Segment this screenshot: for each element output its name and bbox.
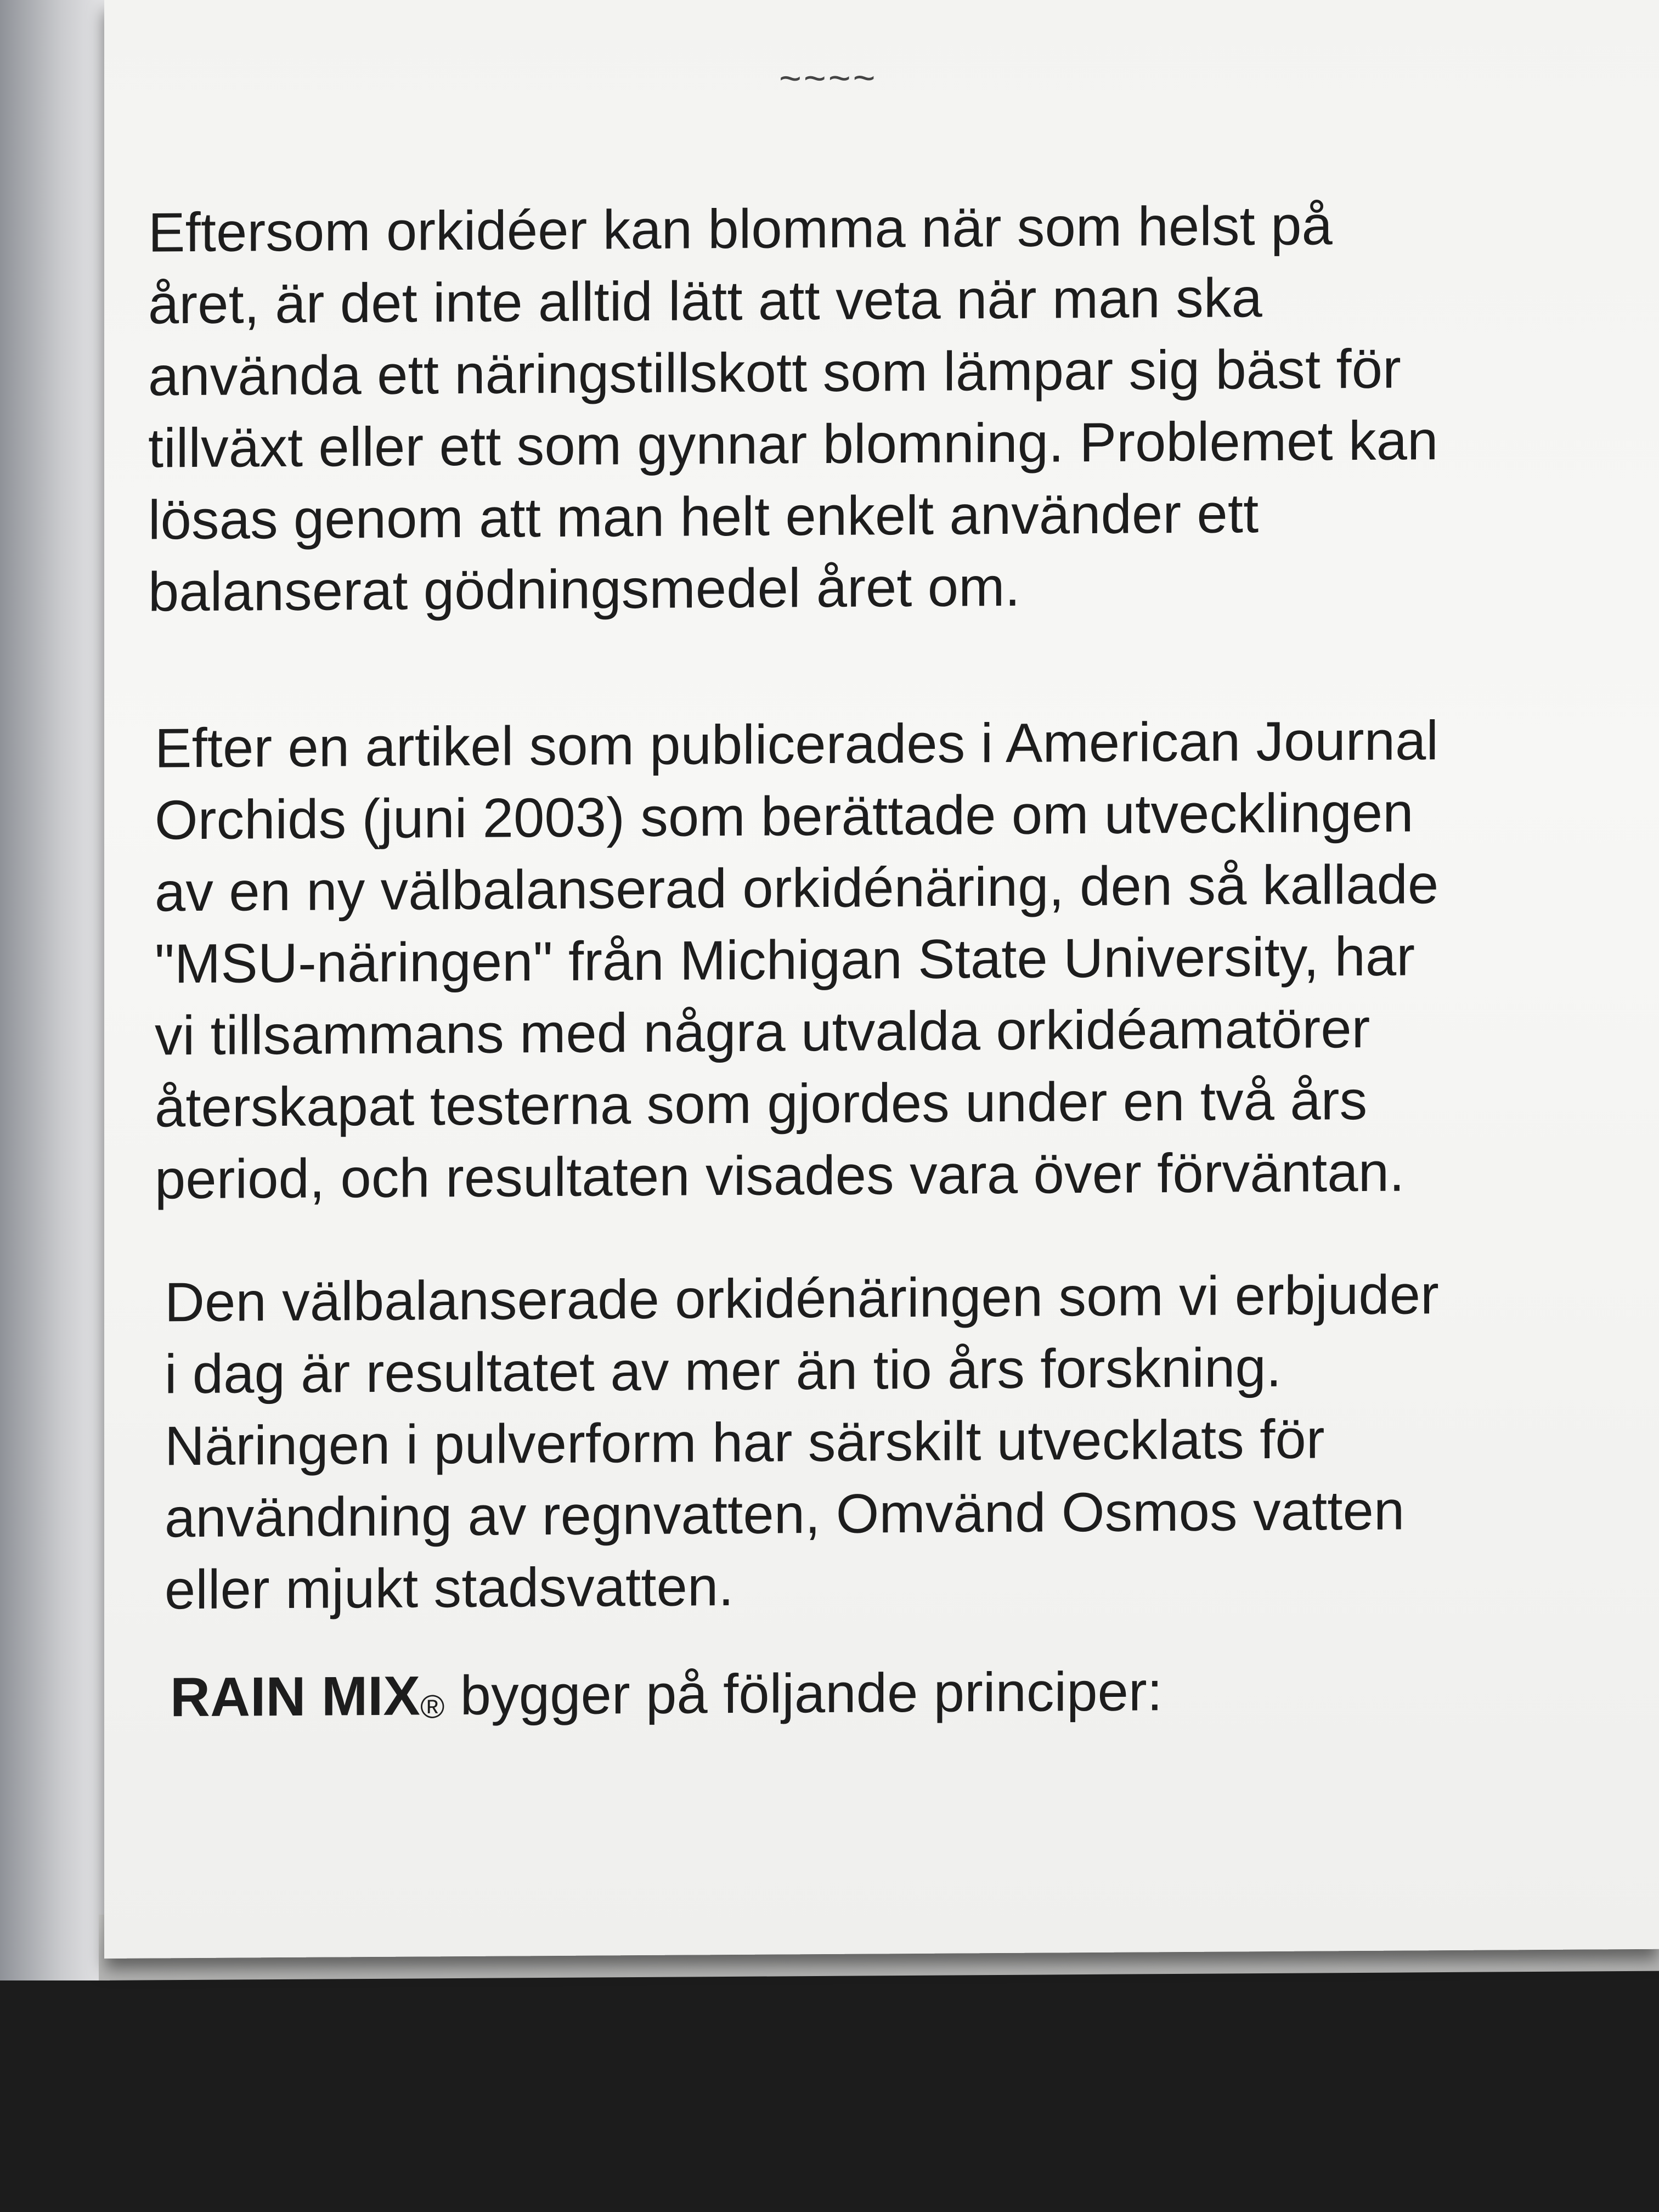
paragraph-line: Näringen i pulverform har särskilt utvecklats för bbox=[165, 1408, 1325, 1477]
paragraph-growth-bloom bbox=[148, 189, 1438, 628]
paragraph-line: Orchids (juni 2003) som berättade om utvecklingen bbox=[155, 782, 1414, 851]
paragraph-line: året, är det inte alltid lätt att veta när man ska bbox=[148, 267, 1263, 336]
paragraph-line: lösas genom att man helt enkelt använder ett bbox=[148, 483, 1259, 551]
paragraph-line: Eftersom orkidéer kan blomma när som helst på bbox=[148, 195, 1333, 264]
principles-heading bbox=[170, 1656, 1163, 1744]
paragraph-line: balanserat gödningsmedel året om. bbox=[148, 556, 1020, 623]
paragraph-research bbox=[165, 1259, 1439, 1626]
paragraph-line: Efter en artikel som publicerades i American Journal bbox=[155, 710, 1439, 780]
paragraph-line: Den välbalanserade orkidénäringen som vi erbjuder bbox=[165, 1264, 1439, 1334]
paragraph-line: användning av regnvatten, Omvänd Osmos vatten bbox=[165, 1480, 1405, 1549]
principles-line bbox=[170, 1656, 1163, 1744]
book-spine-shadow bbox=[0, 0, 110, 1980]
paragraph-line: eller mjukt stadsvatten. bbox=[165, 1555, 734, 1621]
paragraph-line: "MSU-näringen" från Michigan State University, har bbox=[155, 926, 1415, 995]
brand-name: RAIN MIX bbox=[170, 1665, 421, 1729]
principles-text: bygger på följande principer: bbox=[444, 1661, 1163, 1727]
paragraph-line: återskapat testerna som gjordes under en två års bbox=[155, 1069, 1368, 1139]
paragraph-line: vi tillsammans med några utvalda orkidéamatörer bbox=[155, 997, 1370, 1067]
ornament: ~~~~ bbox=[779, 56, 878, 100]
paragraph-line: i dag är resultatet av mer än tio års forskning. bbox=[165, 1336, 1282, 1406]
paragraph-msu-article bbox=[155, 705, 1438, 1216]
registered-mark: ® bbox=[420, 1688, 445, 1725]
paragraph-line: tillväxt eller ett som gynnar blomning. Problemet kan bbox=[148, 410, 1438, 479]
paragraph-line: använda ett näringstillskott som lämpar sig bäst för bbox=[148, 338, 1401, 408]
paragraph-line: period, och resultaten visades vara över förväntan. bbox=[155, 1141, 1405, 1211]
document-page bbox=[104, 0, 1659, 1959]
paragraph-line: av en ny välbalanserad orkidénäring, den så kallade bbox=[155, 854, 1439, 923]
